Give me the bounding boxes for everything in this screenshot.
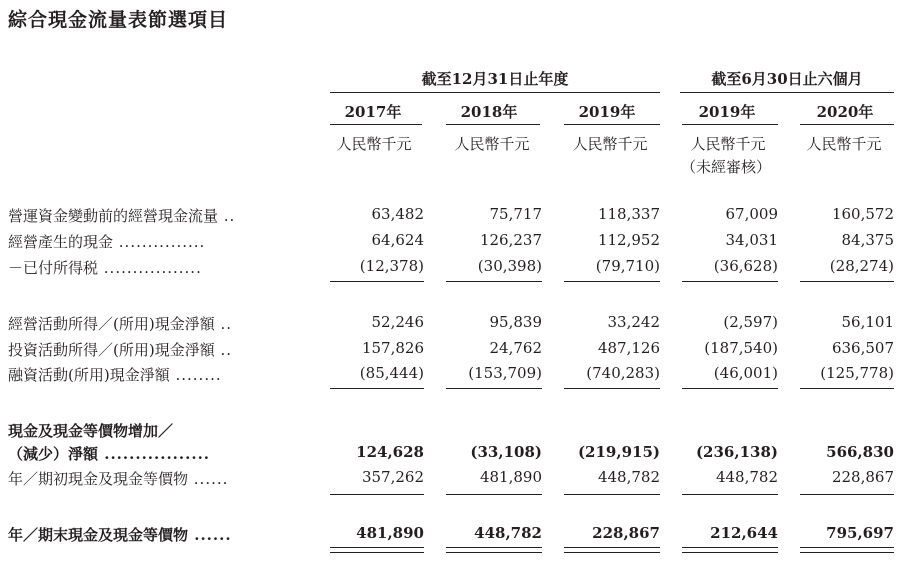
year-underline [564,124,660,125]
unit-label: 人民幣千元 [806,135,882,153]
cell-value: 481,890 [479,468,542,486]
subtotal-line [446,281,542,282]
row-label [8,205,304,226]
unit-label: 人民幣千元 [572,135,648,153]
subtotal-line [800,494,894,495]
row-label-text: 融資活動(所用)現金淨額 [8,366,170,384]
cell-value: (79,710) [595,257,660,275]
cell-value: 112,952 [597,231,660,249]
group-underline-interim [680,92,894,93]
year-header-2020-interim: 2020年 [816,103,874,121]
leader-dots: ........ [169,366,222,384]
row-label-text: （減少）淨額 [8,445,99,463]
subtotal-line [564,388,660,389]
year-underline [800,124,894,125]
year-underline [446,124,540,125]
cell-value: 636,507 [831,339,894,357]
total-double-underline [564,547,660,553]
leader-dots: .. [214,315,233,333]
cell-value: 448,782 [715,468,778,486]
group-header-annual: 截至12月31日止年度 [421,70,569,88]
year-underline [330,124,422,125]
leader-dots: ............... [113,233,206,251]
cell-value: (740,283) [586,364,660,382]
year-header-2019: 2019年 [578,103,636,121]
cell-value: 481,890 [356,524,424,542]
row-label-text: 現金及現金等價物增加／ [8,422,174,440]
cell-value: 95,839 [489,313,542,331]
cell-value: (219,915) [577,443,660,461]
leader-dots: .. [218,207,236,225]
cell-value: (153,709) [468,364,542,382]
year-header-2019-interim: 2019年 [698,103,756,121]
row-label-text: 年／期初現金及現金等價物 [8,470,189,488]
subtotal-line [682,281,778,282]
row-label [8,339,304,360]
cell-value: (2,597) [723,313,778,331]
row-label [8,443,304,464]
cell-value: 64,624 [371,231,424,249]
cell-value: (30,398) [477,257,542,275]
total-double-underline [330,547,424,553]
cell-value: 228,867 [592,524,660,542]
cell-value: (125,778) [820,364,894,382]
subtotal-line [564,494,660,495]
cell-value: 75,717 [489,205,542,223]
cell-value: (36,628) [713,257,778,275]
cell-value: 67,009 [725,205,778,223]
row-label-text: 經營產生的現金 [8,233,114,251]
subtotal-line [330,281,424,282]
subtotal-line [330,494,424,495]
cell-value: 63,482 [371,205,424,223]
subtotal-line [446,388,542,389]
row-label-text: 經營活動所得／(所用)現金淨額 [8,315,215,333]
row-label [8,257,304,278]
cell-value: 126,237 [479,231,542,249]
cell-value: 84,375 [841,231,894,249]
row-label [8,420,304,441]
cell-value: 33,242 [607,313,660,331]
cell-value: (85,444) [359,364,424,382]
cell-value: (46,001) [713,364,778,382]
row-label [8,313,304,334]
cell-value: (187,540) [704,339,778,357]
leader-dots: .. [214,341,233,359]
cell-value: 795,697 [826,524,894,542]
cell-value: (33,108) [470,443,542,461]
year-header-2017: 2017年 [344,103,402,121]
year-underline [682,124,778,125]
subtotal-line [800,281,894,282]
cell-value: 160,572 [831,205,894,223]
row-label [8,468,304,489]
group-underline-annual [330,92,660,93]
unit-label: 人民幣千元 [454,135,530,153]
cell-value: 56,101 [841,313,894,331]
cell-value: 566,830 [826,443,894,461]
unaudited-label: （未經審核） [680,158,771,176]
year-header-2018: 2018年 [460,103,518,121]
leader-dots: ................. [98,445,211,463]
cell-value: 212,644 [710,524,778,542]
subtotal-line [564,281,660,282]
unit-label: 人民幣千元 [336,135,412,153]
total-double-underline [446,547,542,553]
cell-value: 52,246 [371,313,424,331]
subtotal-line [330,388,424,389]
leader-dots: ................. [98,259,202,277]
cell-value: (12,378) [359,257,424,275]
row-label-text: 年／期末現金及現金等價物 [8,526,189,544]
cell-value: 357,262 [361,468,424,486]
row-label-text: －已付所得税 [8,259,99,277]
cell-value: 448,782 [597,468,660,486]
total-double-underline [800,547,894,553]
cell-value: (236,138) [695,443,778,461]
cell-value: (28,274) [829,257,894,275]
cell-value: 118,337 [597,205,660,223]
row-label [8,364,304,385]
total-double-underline [682,547,778,553]
cell-value: 124,628 [356,443,424,461]
cell-value: 24,762 [489,339,542,357]
row-label-text: 投資活動所得／(所用)現金淨額 [8,341,215,359]
subtotal-line [682,388,778,389]
row-label [8,231,304,252]
unit-label: 人民幣千元 [690,135,766,153]
subtotal-line [446,494,542,495]
cell-value: 228,867 [831,468,894,486]
page-title: 綜合現金流量表節選項目 [8,9,229,31]
cell-value: 487,126 [597,339,660,357]
leader-dots: ...... [188,470,229,488]
subtotal-line [800,388,894,389]
cell-value: 34,031 [725,231,778,249]
leader-dots: ...... [188,526,232,544]
cell-value: 157,826 [361,339,424,357]
group-header-interim: 截至6月30日止六個月 [711,70,863,88]
row-label [8,524,304,545]
row-label-text: 營運資金變動前的經營現金流量 [8,207,219,225]
subtotal-line [682,494,778,495]
cell-value: 448,782 [474,524,542,542]
